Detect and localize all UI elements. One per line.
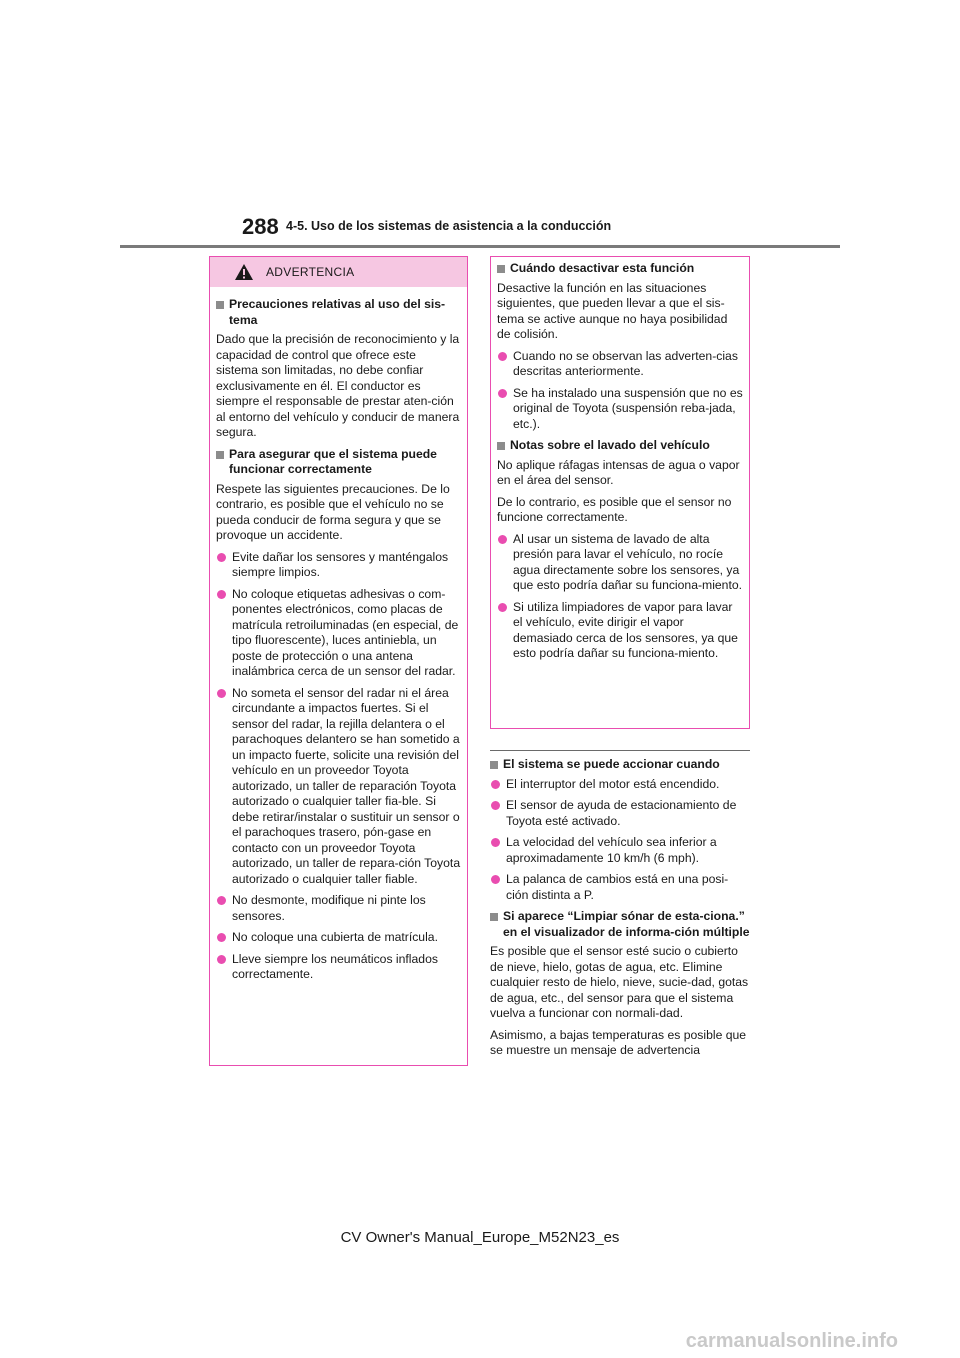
paragraph: De lo contrario, es posible que el sensor no funcione correctamente. [497, 494, 732, 524]
bullet-dot-icon [491, 838, 500, 847]
section-heading: Notas sobre el lavado del vehículo [497, 438, 743, 454]
footer-manual-id: CV Owner's Manual_Europe_M52N23_es [340, 1229, 620, 1246]
bullet-dot-icon [217, 590, 226, 599]
bullet-dot-icon [498, 603, 507, 612]
warning-label: ADVERTENCIA [266, 265, 355, 279]
bullet-dot-icon [217, 896, 226, 905]
list-item: No coloque una cubierta de matrícula. [216, 930, 461, 946]
paragraph: Respete las siguientes precauciones. De lo contrario, es posible que el vehículo no se pueda conducir de forma segura y que se provoque un accidente. [216, 481, 450, 542]
paragraph: Es posible que el sensor esté sucio o cubierto de nieve, hielo, gotas de agua, etc. Elimine cualquier resto de hielo, nieve, sucie-dad, gotas de agua, etc., del sensor para que el sistema vuelva a funcionar con normali-dad. [490, 944, 749, 1020]
square-bullet-icon [497, 442, 505, 450]
warning-box [209, 256, 468, 1066]
list-item: La velocidad del vehículo sea inferior a aproximadamente 10 km/h (6 mph). [490, 835, 750, 866]
square-bullet-icon [490, 913, 498, 921]
square-bullet-icon [216, 301, 224, 309]
square-bullet-icon [216, 451, 224, 459]
paragraph: No aplique ráfagas intensas de agua o vapor en el área del sensor. [497, 457, 740, 487]
bullet-dot-icon [498, 535, 507, 544]
section-heading: Cuándo desactivar esta función [497, 261, 743, 277]
list-item: La palanca de cambios está en una posi-ción distinta a P. [490, 872, 750, 903]
list-item: El interruptor del motor está encendido. [490, 777, 750, 793]
bullet-dot-icon [217, 955, 226, 964]
warning-header [210, 257, 467, 287]
section-header: 4-5. Uso de los sistemas de asistencia a la conducción [286, 219, 612, 233]
list-item: Se ha instalado una suspensión que no es original de Toyota (suspensión reba-jada, etc.). [497, 386, 743, 433]
list-item: Al usar un sistema de lavado de alta presión para lavar el vehículo, no rocíe agua directamente sobre los sensores, ya que esto podría dañar su funciona-miento. [497, 532, 743, 594]
bullet-dot-icon [217, 553, 226, 562]
list-item: El sensor de ayuda de estacionamiento de Toyota esté activado. [490, 798, 750, 829]
divider [490, 750, 750, 751]
square-bullet-icon [497, 265, 505, 273]
header-rule [120, 245, 840, 248]
bullet-dot-icon [491, 801, 500, 810]
section-heading: Si aparece “Limpiar sónar de esta-ciona.” en el visualizador de informa-ción múltiple [490, 909, 750, 940]
right-column-text [490, 750, 750, 1065]
list-item: No coloque etiquetas adhesivas o com-ponentes electrónicos, como placas de matrícula retroiluminadas (en especial, de tipo fluorescente), luces antiniebla, un poste de protección o una antena inalámbrica cerca de un sensor del radar. [216, 587, 461, 680]
bullet-dot-icon [217, 689, 226, 698]
bullet-dot-icon [491, 780, 500, 789]
list-item: Si utiliza limpiadores de vapor para lavar el vehículo, evite dirigir el vapor demasiado cerca de los sensores, ya que esto podría dañar su funciona-miento. [497, 600, 743, 662]
watermark: carmanualsonline.info [685, 1330, 898, 1352]
bullet-dot-icon [498, 389, 507, 398]
bullet-dot-icon [491, 875, 500, 884]
page-number: 288 [242, 214, 279, 239]
bullet-dot-icon [498, 352, 507, 361]
bullet-dot-icon [217, 933, 226, 942]
section-heading: Para asegurar que el sistema puede funcionar correctamente [216, 447, 461, 478]
list-item: Evite dañar los sensores y manténgalos siempre limpios. [216, 550, 461, 581]
warning-triangle-icon [234, 263, 254, 281]
square-bullet-icon [490, 761, 498, 769]
section-heading: Precauciones relativas al uso del sis-tema [216, 297, 461, 328]
list-item: Cuando no se observan las adverten-cias descritas anteriormente. [497, 349, 743, 380]
paragraph: Desactive la función en las situaciones siguientes, que pueden llevar a que el sis-tema se active aunque no haya posibilidad de colisión. [497, 280, 728, 341]
list-item: Lleve siempre los neumáticos inflados correctamente. [216, 952, 461, 983]
list-item: No desmonte, modifique ni pinte los sensores. [216, 893, 461, 924]
section-heading: El sistema se puede accionar cuando [490, 757, 750, 773]
paragraph: Asimismo, a bajas temperaturas es posible que se muestre un mensaje de advertencia [490, 1027, 747, 1057]
info-box [490, 256, 750, 729]
paragraph: Dado que la precisión de reconocimiento y la capacidad de control que ofrece este sistema son limitadas, no debe confiar exclusivamente en él. El conductor es siempre el responsable de prestar aten-ción al entorno del vehículo y conducir de manera segura. [216, 332, 460, 439]
list-item: No someta el sensor del radar ni el área circundante a impactos fuertes. Si el sensor del radar, la rejilla delantera o el parachoques delantero se han sometido a un impacto fuerte, solicite una revisión del vehículo en un proveedor Toyota autorizado, un taller de reparación Toyota autorizado o cualquier taller fia-ble. Si debe retirar/instalar o sustituir un sensor o el parachoques trasero, pón-gase en contacto con un proveedor Toyota autorizado, un taller de repara-ción Toyota autorizado o cualquier taller fiable. [216, 686, 461, 888]
